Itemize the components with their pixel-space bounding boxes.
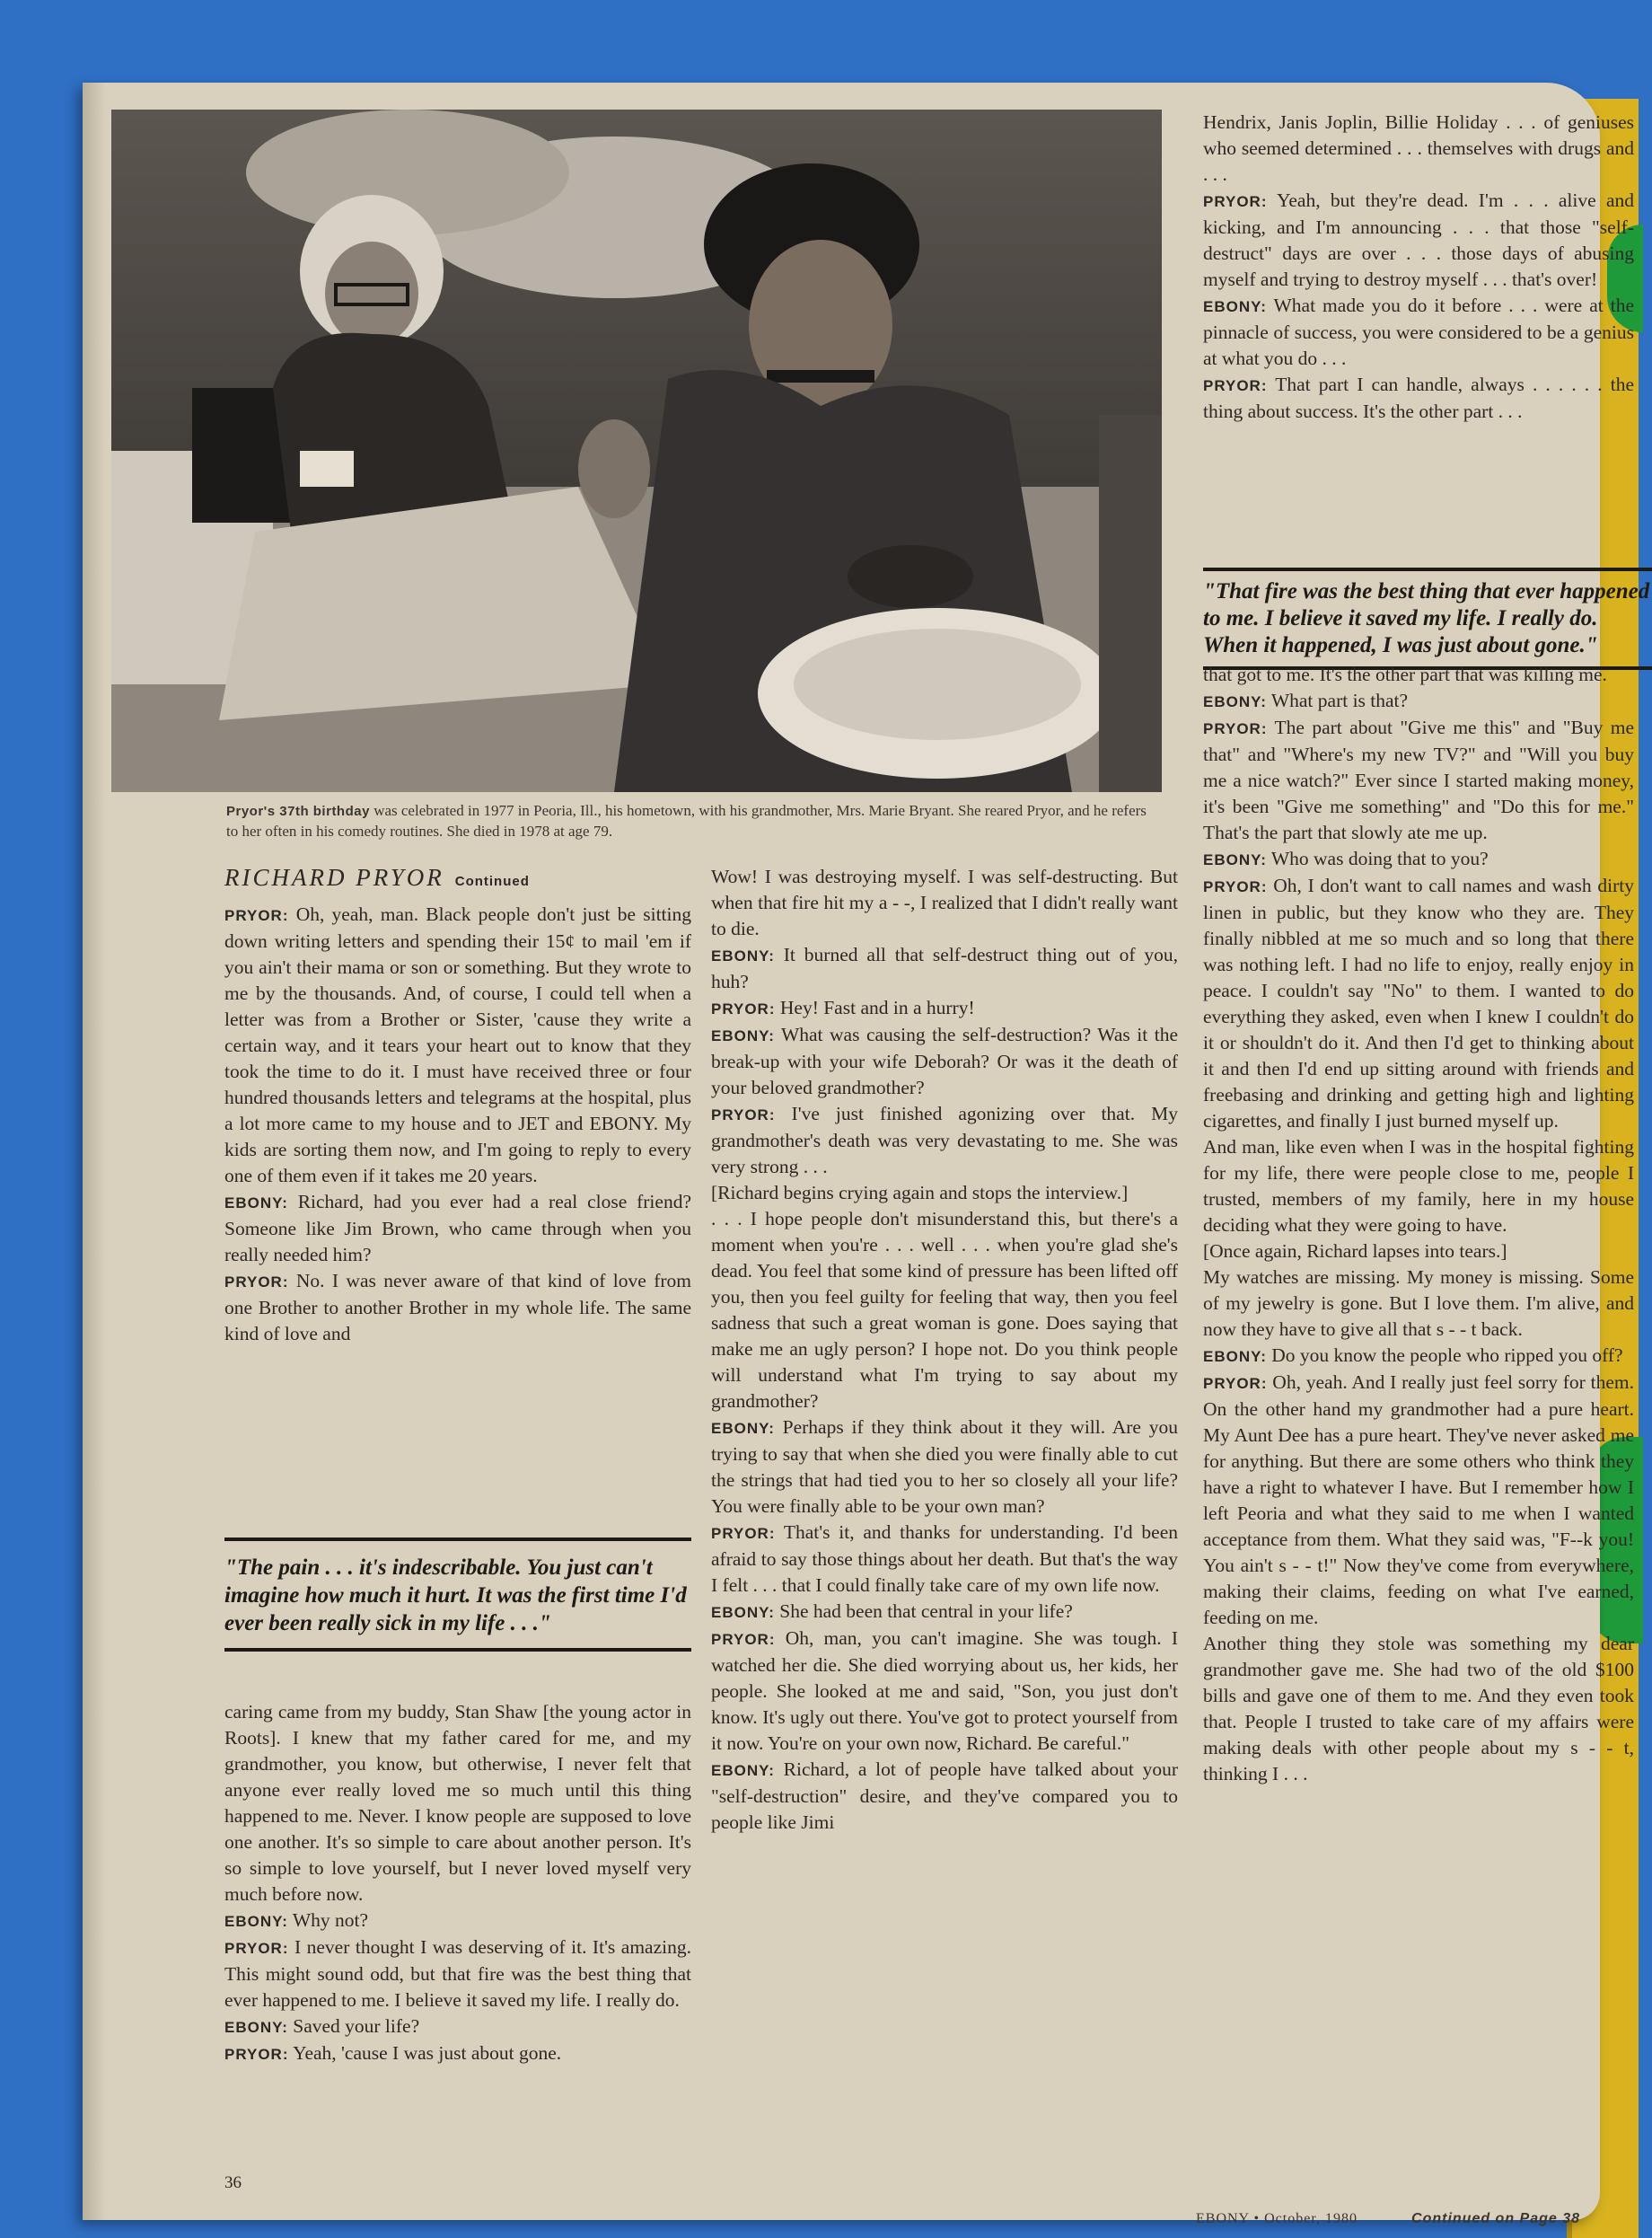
speaker-label: EBONY: — [1203, 851, 1267, 868]
paragraph-text: Oh, I don't want to call names and wash dirty linen in public, but they know who they are. They finally nibbled at me so much and so long that there was nothing left. I had no life to enjoy, really enjoy in peace. I couldn't say "No" to them. I wanted to do everything they asked, even when I knew I couldn't do it or shouldn't do it. And then I'd get to thinking about it and then I'd end up sitting around with friends and freebasing and drinking and getting high and lighting cigarettes, and finally I just burned myself up. — [1203, 875, 1634, 1132]
paragraph — [224, 902, 691, 1189]
speaker-label: EBONY: — [1203, 1348, 1267, 1365]
paragraph — [1203, 1343, 1634, 1370]
speaker-label: EBONY: — [224, 1913, 288, 1930]
paragraph-text: What was causing the self-destruction? Was it the break-up with your wife Deborah? Or was it the death of your beloved grandmother? — [711, 1024, 1178, 1098]
paragraph — [711, 1757, 1178, 1836]
speaker-label: EBONY: — [224, 2019, 288, 2036]
pull-quote-pain: "The pain . . . it's indescribable. You just can't imagine how much it hurt. It was the first time I'd ever been really sick in my life . . ." — [224, 1538, 691, 1652]
paragraph-text: Wow! I was destroying myself. I was self-destructing. But when that fire hit my a - -, I realized that I didn't really want to die. — [711, 866, 1178, 939]
speaker-label: PRYOR: — [1203, 193, 1268, 210]
paragraph — [224, 2013, 691, 2040]
paragraph-text: Yeah, 'cause I was just about gone. — [288, 2042, 562, 2064]
paragraph-text: Do you know the people who ripped you off? — [1266, 1344, 1623, 1366]
paragraph-text: Hendrix, Janis Joplin, Billie Holiday . . . of geniuses who seemed determined . . . themselves with drugs and . . . — [1203, 111, 1634, 185]
paragraph — [711, 1180, 1178, 1206]
paragraph-text: What made you do it before . . . were at the pinnacle of success, you were considered to be a genius at what you do . . . — [1203, 295, 1634, 369]
speaker-label: EBONY: — [711, 1420, 775, 1437]
magazine-issue: EBONY • October, 1980 — [1196, 2211, 1358, 2226]
paragraph-text: What part is that? — [1266, 690, 1409, 711]
paragraph-text: She had been that central in your life? — [774, 1600, 1073, 1622]
paragraph-text: That's it, and thanks for understanding. I'd been afraid to say those things about her death. But that's the way I felt . . . that I could finally take care of my own life now. — [711, 1521, 1178, 1596]
speaker-label: PRYOR: — [711, 1525, 776, 1542]
paragraph — [1203, 110, 1634, 188]
paragraph-text: Richard, a lot of people have talked about your "self-destruction" desire, and they've compared you to people like Jimi — [711, 1758, 1178, 1833]
article-header — [224, 864, 691, 892]
column-2 — [711, 864, 1178, 1836]
paragraph — [1203, 1370, 1634, 1631]
column-3 — [1203, 110, 1634, 425]
column-1 — [224, 902, 691, 1347]
paragraph-text: It burned all that self-destruct thing out of you, huh? — [711, 944, 1178, 992]
paragraph-text: And man, like even when I was in the hospital fighting for my life, there were people close to me, people I trusted, members of my family, here in my house deciding what they were going to have. — [1203, 1136, 1634, 1236]
paragraph-text: Richard, had you ever had a real close friend? Someone like Jim Brown, who came through when you really needed him? — [224, 1191, 691, 1265]
paragraph-text: [Once again, Richard lapses into tears.] — [1203, 1240, 1507, 1262]
paragraph-text: Oh, man, you can't imagine. She was tough. I watched her die. She died worrying about us, her kids, her people. She looked at me and said, "Son, you just don't know. It's ugly out there. You've got to protect yourself from it now. You're on your own now, Richard. Be careful." — [711, 1627, 1178, 1754]
paragraph-text: [Richard begins crying again and stops the interview.] — [711, 1182, 1129, 1203]
column-1-continued — [224, 1699, 691, 2067]
article-title: RICHARD PRYOR — [224, 864, 444, 891]
paragraph-text: Oh, yeah, man. Black people don't just be sitting down writing letters and spending their 15¢ to mail 'em if you ain't their mama or son or something. But they wrote to me by the thousands. And, of course, I could tell when a letter was from a Brother or Sister, 'cause they write a certain way, and it tears your heart out to know that they took the time to do it. I must have received three or four hundred thousands letters and telegrams at the hospital, plus a lot more came to my house and to JET and EBONY. My kids are sorting them now, and I'm going to reply to every one of them even if it takes me 20 years. — [224, 903, 691, 1186]
paragraph-text: caring came from my buddy, Stan Shaw [the young actor in Roots]. I knew that my father cared for me, and my grandmother, you know, but otherwise, I never felt that anyone ever really loved me so much until this thing happened to me. Never. I know people are supposed to love one another. It's so simple to care about another person. It's so simple to love yourself, but I never loved myself very much before now. — [224, 1701, 691, 1905]
paragraph — [1203, 293, 1634, 372]
page-gutter — [83, 83, 106, 2220]
paragraph-text: Another thing they stole was something my dear grandmother gave me. She had two of the old $100 bills and gave one of them to me. And they even took that. People I trusted to take care of my affairs were making deals with other people about my s - - t, thinking I . . . — [1203, 1633, 1634, 1784]
page-number: 36 — [224, 2173, 242, 2192]
continued-label: Continued — [454, 874, 530, 889]
caption-text: was celebrated in 1977 in Peoria, Ill., his hometown, with his grandmother, Mrs. Marie Bryant. She reared Pryor, and he refers to her often in his comedy routines. She died in 1978 at age 79. — [226, 802, 1147, 840]
speaker-label: PRYOR: — [711, 1106, 776, 1123]
paragraph — [224, 1934, 691, 2013]
paragraph — [1203, 662, 1634, 688]
paragraph — [711, 1414, 1178, 1520]
birthday-photo — [111, 110, 1162, 792]
paragraph-text: Yeah, but they're dead. I'm . . . alive and kicking, and I'm announcing . . . that those "self-destruct" days are over . . . those days of abusing myself and trying to destroy myself . . . that's over! — [1203, 189, 1634, 290]
photo-caption — [226, 801, 1160, 841]
speaker-label: EBONY: — [224, 1194, 288, 1212]
speaker-label: PRYOR: — [224, 2046, 289, 2063]
paragraph — [224, 1699, 691, 1908]
speaker-label: EBONY: — [711, 1027, 775, 1044]
paragraph — [1203, 846, 1634, 873]
paragraph — [711, 995, 1178, 1022]
paragraph — [711, 1101, 1178, 1180]
paragraph — [1203, 688, 1634, 715]
paragraph — [1203, 188, 1634, 293]
paragraph — [224, 2040, 691, 2067]
speaker-label: PRYOR: — [224, 1940, 289, 1957]
speaker-label: PRYOR: — [1203, 1375, 1268, 1392]
speaker-label: PRYOR: — [1203, 720, 1268, 737]
paragraph-text: My watches are missing. My money is missing. Some of my jewelry is gone. But I love them. I'm alive, and now they have to give all that s - - t back. — [1203, 1266, 1634, 1340]
speaker-label: PRYOR: — [1203, 878, 1268, 895]
paragraph-text: Who was doing that to you? — [1266, 848, 1489, 869]
paragraph — [224, 1189, 691, 1268]
paragraph — [1203, 1238, 1634, 1264]
speaker-label: EBONY: — [711, 1762, 775, 1779]
speaker-label: EBONY: — [1203, 693, 1267, 710]
paragraph-text: Perhaps if they think about it they will. Are you trying to say that when she died you were finally able to cut the strings that had tied you to her so closely all your life? You were finally able to be your own man? — [711, 1416, 1178, 1517]
paragraph-text: . . . I hope people don't misunderstand this, but there's a moment when you're . . . well . . . when you're glad she's dead. You feel that some kind of pressure has been lifted off you, then you feel guilty for feeling that way, then you feel sadness that such a great woman is gone. Does saying that make me an ugly person? I hope not. Do you think people will understand what I'm trying to say about my grandmother? — [711, 1208, 1178, 1412]
speaker-label: PRYOR: — [711, 1000, 776, 1018]
magazine-page — [83, 83, 1650, 2226]
speaker-label: PRYOR: — [1203, 377, 1268, 394]
paragraph — [711, 942, 1178, 995]
paragraph-text: Saved your life? — [287, 2015, 420, 2037]
paragraph — [1203, 873, 1634, 1134]
speaker-label: PRYOR: — [711, 1631, 776, 1648]
paragraph — [1203, 1631, 1634, 1787]
paragraph-text: I've just finished agonizing over that. My grandmother's death was very devastating to me. She was very strong . . . — [711, 1103, 1178, 1177]
speaker-label: PRYOR: — [224, 907, 289, 924]
paragraph — [711, 864, 1178, 942]
paragraph — [711, 1022, 1178, 1101]
pull-quote-fire: "That fire was the best thing that ever happened to me. I believe it saved my life. I really do. When it happened, I was just about gone." — [1203, 568, 1652, 670]
speaker-label: PRYOR: — [224, 1273, 289, 1291]
paragraph-text: Oh, yeah. And I really just feel sorry for them. On the other hand my grandmother had a pure heart. My Aunt Dee has a pure heart. They've never asked me for anything. But there are some others who think they have a right to whatever I have. But I remember how I left Peoria and what they said to me when I wanted acceptance from them. What they said was, "F--k you! You ain't s - - t!" Now they've come from everywhere, making their claims, feeding on what I've earned, feeding on me. — [1203, 1371, 1634, 1628]
speaker-label: EBONY: — [711, 947, 775, 965]
paragraph — [711, 1599, 1178, 1626]
paragraph — [224, 1268, 691, 1347]
paragraph — [1203, 715, 1634, 846]
paragraph — [1203, 372, 1634, 425]
paragraph — [711, 1206, 1178, 1414]
paragraph-text: Why not? — [287, 1909, 369, 1931]
paragraph-text: I never thought I was deserving of it. It's amazing. This might sound odd, but that fire was the best thing that ever happened to me. I believe it saved my life. I really do. — [224, 1936, 691, 2011]
paragraph — [224, 1908, 691, 1934]
continued-on-page: Continued on Page 38 — [1411, 2211, 1581, 2226]
paragraph-text: No. I was never aware of that kind of love from one Brother to another Brother in my whole life. The same kind of love and — [224, 1270, 691, 1344]
caption-lead: Pryor's 37th birthday — [226, 804, 370, 819]
paragraph-text: Hey! Fast and in a hurry! — [775, 997, 975, 1018]
paragraph — [1203, 1264, 1634, 1343]
speaker-label: EBONY: — [1203, 298, 1267, 315]
paragraph-text: The part about "Give me this" and "Buy me that" and "Where's my new TV?" and "Will you buy me a nice watch?" Ever since I started making money, it's been "Give me something" and "Do this for me." That's the part that slowly ate me up. — [1203, 717, 1634, 843]
paragraph-text: that got to me. It's the other part that was killing me. — [1203, 664, 1607, 685]
paragraph — [1203, 1134, 1634, 1238]
speaker-label: EBONY: — [711, 1604, 775, 1621]
column-3-continued — [1203, 662, 1634, 1787]
paragraph-text: That part I can handle, always . . . . . . the thing about success. It's the other part . . . — [1203, 374, 1634, 422]
paragraph — [711, 1520, 1178, 1599]
page-footer — [1196, 2211, 1580, 2227]
paragraph — [711, 1626, 1178, 1757]
